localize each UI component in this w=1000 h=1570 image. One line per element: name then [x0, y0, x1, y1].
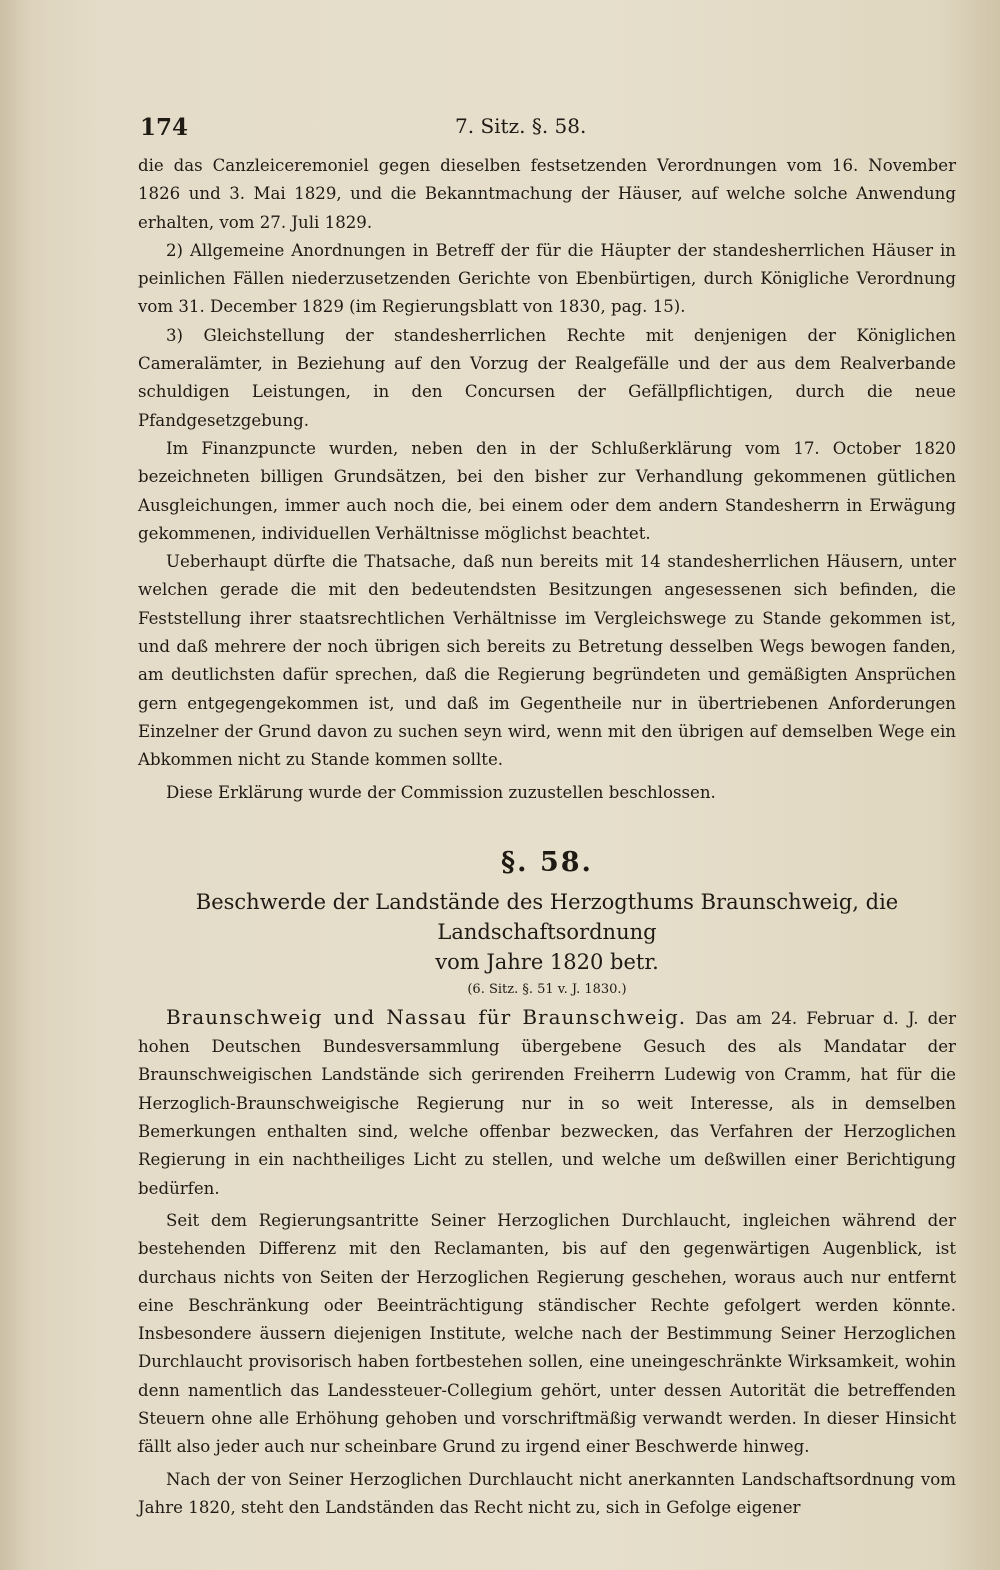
section-lead: Braunschweig und Nassau für Braunschweig. — [166, 1004, 687, 1029]
section-paragraph-1 — [138, 1003, 956, 1203]
paragraph-finance: Im Finanzpuncte wurden, neben den in der Schlußerklärung vom 17. October 1820 bezeichneten billigen Grundsätzen, bei den bisher zur Verhandlung gekommenen gütlichen Ausgleichungen, immer auch noch die, bei einem oder dem andern Standesherrn in Erwägung gekommenen, individuellen Verhältnisse möglichst beachtet. — [138, 438, 956, 543]
section-paragraph-1-text: Das am 24. Februar d. J. der hohen Deutschen Bundesversammlung übergebene Gesuch des als Mandatar der Braunschweigischen Landstände sich gerirenden Freiherrn Ludewig von Cramm, hat für die Herzoglich-Braunschweigische Regierung nur in so weit Interesse, als in demselben Bemerkungen enthalten sind, welche offenbar bezwecken, das Verfahren der Herzoglichen Regierung in ein nachtheiliges Licht zu stellen, und welche um deßwillen einer Berichtigung bedürfen. — [138, 1008, 957, 1198]
page-number: 174 — [140, 114, 189, 141]
section-reference: (6. Sitz. §. 51 v. J. 1830.) — [467, 981, 627, 997]
closing-line: Diese Erklärung wurde der Commission zuzustellen beschlossen. — [166, 782, 716, 802]
section-paragraph-2: Seit dem Regierungsantritte Seiner Herzoglichen Durchlaucht, ingleichen während der bestehenden Differenz mit den Reclamanten, bis auf den gegenwärtigen Augenblick, ist durchaus nichts von Seiten der Herzoglichen Regierung geschehen, woraus auch nur entfernt eine Beschränkung oder Beeinträchtigung ständischer Rechte gefolgert werden könnte. Insbesondere äussern diejenigen Institute, welche nach der Bestimmung Seiner Herzoglichen Durchlaucht provisorisch haben fortbestehen sollen, eine uneingeschränkte Wirksamkeit, wohin denn namentlich das Landessteuer-Collegium gehört, unter dessen Autorität die betreffenden Steuern ohne alle Erhöhung gehoben und vorschriftmäßig verwandt werden. In dieser Hinsicht fällt also jeder auch nur scheinbare Grund zu irgend einer Beschwerde hinweg. — [138, 1210, 956, 1457]
paragraph-summary: Ueberhaupt dürfte die Thatsache, daß nun bereits mit 14 standesherrlichen Häusern, unter welchen gerade die mit den bedeutendsten Besitzungen angesessenen sich befinden, die Feststellung ihrer staatsrechtlichen Verhältnisse im Vergleichswege zu Stande gekommen ist, und daß mehrere der noch übrigen sich bereits zu Betretung desselben Wegs bewogen fanden, am deutlichsten dafür sprechen, daß die Regierung begründeten und gemäßigten Ansprüchen gern entgegengekommen ist, und daß im Gegentheile nur in übertriebenen Anforderungen Einzelner der Grund davon zu suchen seyn wird, wenn mit den übrigen auf demselben Wege ein Abkommen nicht zu Stande kommen sollte. — [138, 552, 956, 770]
section-title-line-1: Beschwerde der Landstände des Herzogthums Braunschweig, die Landschaftsordnung — [195, 889, 899, 944]
section-number: §. 58. — [501, 846, 593, 878]
paragraph-item-3: 3) Gleichstellung der standesherrlichen Rechte mit denjenigen der Königlichen Cameralämter, in Beziehung auf den Vorzug der Realgefälle und der aus dem Realverbande schuldigen Leistungen, in den Concursen der Gefällpflichtigen, durch die neue Pfandgesetzgebung. — [138, 325, 956, 430]
page-body — [138, 152, 956, 1522]
running-head: 7. Sitz. §. 58. — [455, 114, 587, 138]
section-paragraph-3: Nach der von Seiner Herzoglichen Durchlaucht nicht anerkannten Landschaftsordnung vom Jahre 1820, steht den Landständen das Recht nicht zu, sich in Gefolge eigener — [138, 1469, 956, 1517]
paragraph-item-2: 2) Allgemeine Anordnungen in Betreff der für die Häupter der standesherrlichen Häuser in peinlichen Fällen niederzusetzenden Gerichte von Ebenbürtigen, durch Königliche Verordnung vom 31. December 1829 (im Regierungsblatt von 1830, pag. 15). — [138, 240, 956, 317]
section-title-line-2: vom Jahre 1820 betr. — [435, 949, 659, 974]
page-header — [140, 114, 960, 144]
paragraph-continuation: die das Canzleiceremoniel gegen dieselben festsetzenden Verordnungen vom 16. November 1826 und 3. Mai 1829, und die Bekanntmachung der Häuser, auf welche solche Anwendung erhalten, vom 27. Juli 1829. — [138, 156, 956, 232]
